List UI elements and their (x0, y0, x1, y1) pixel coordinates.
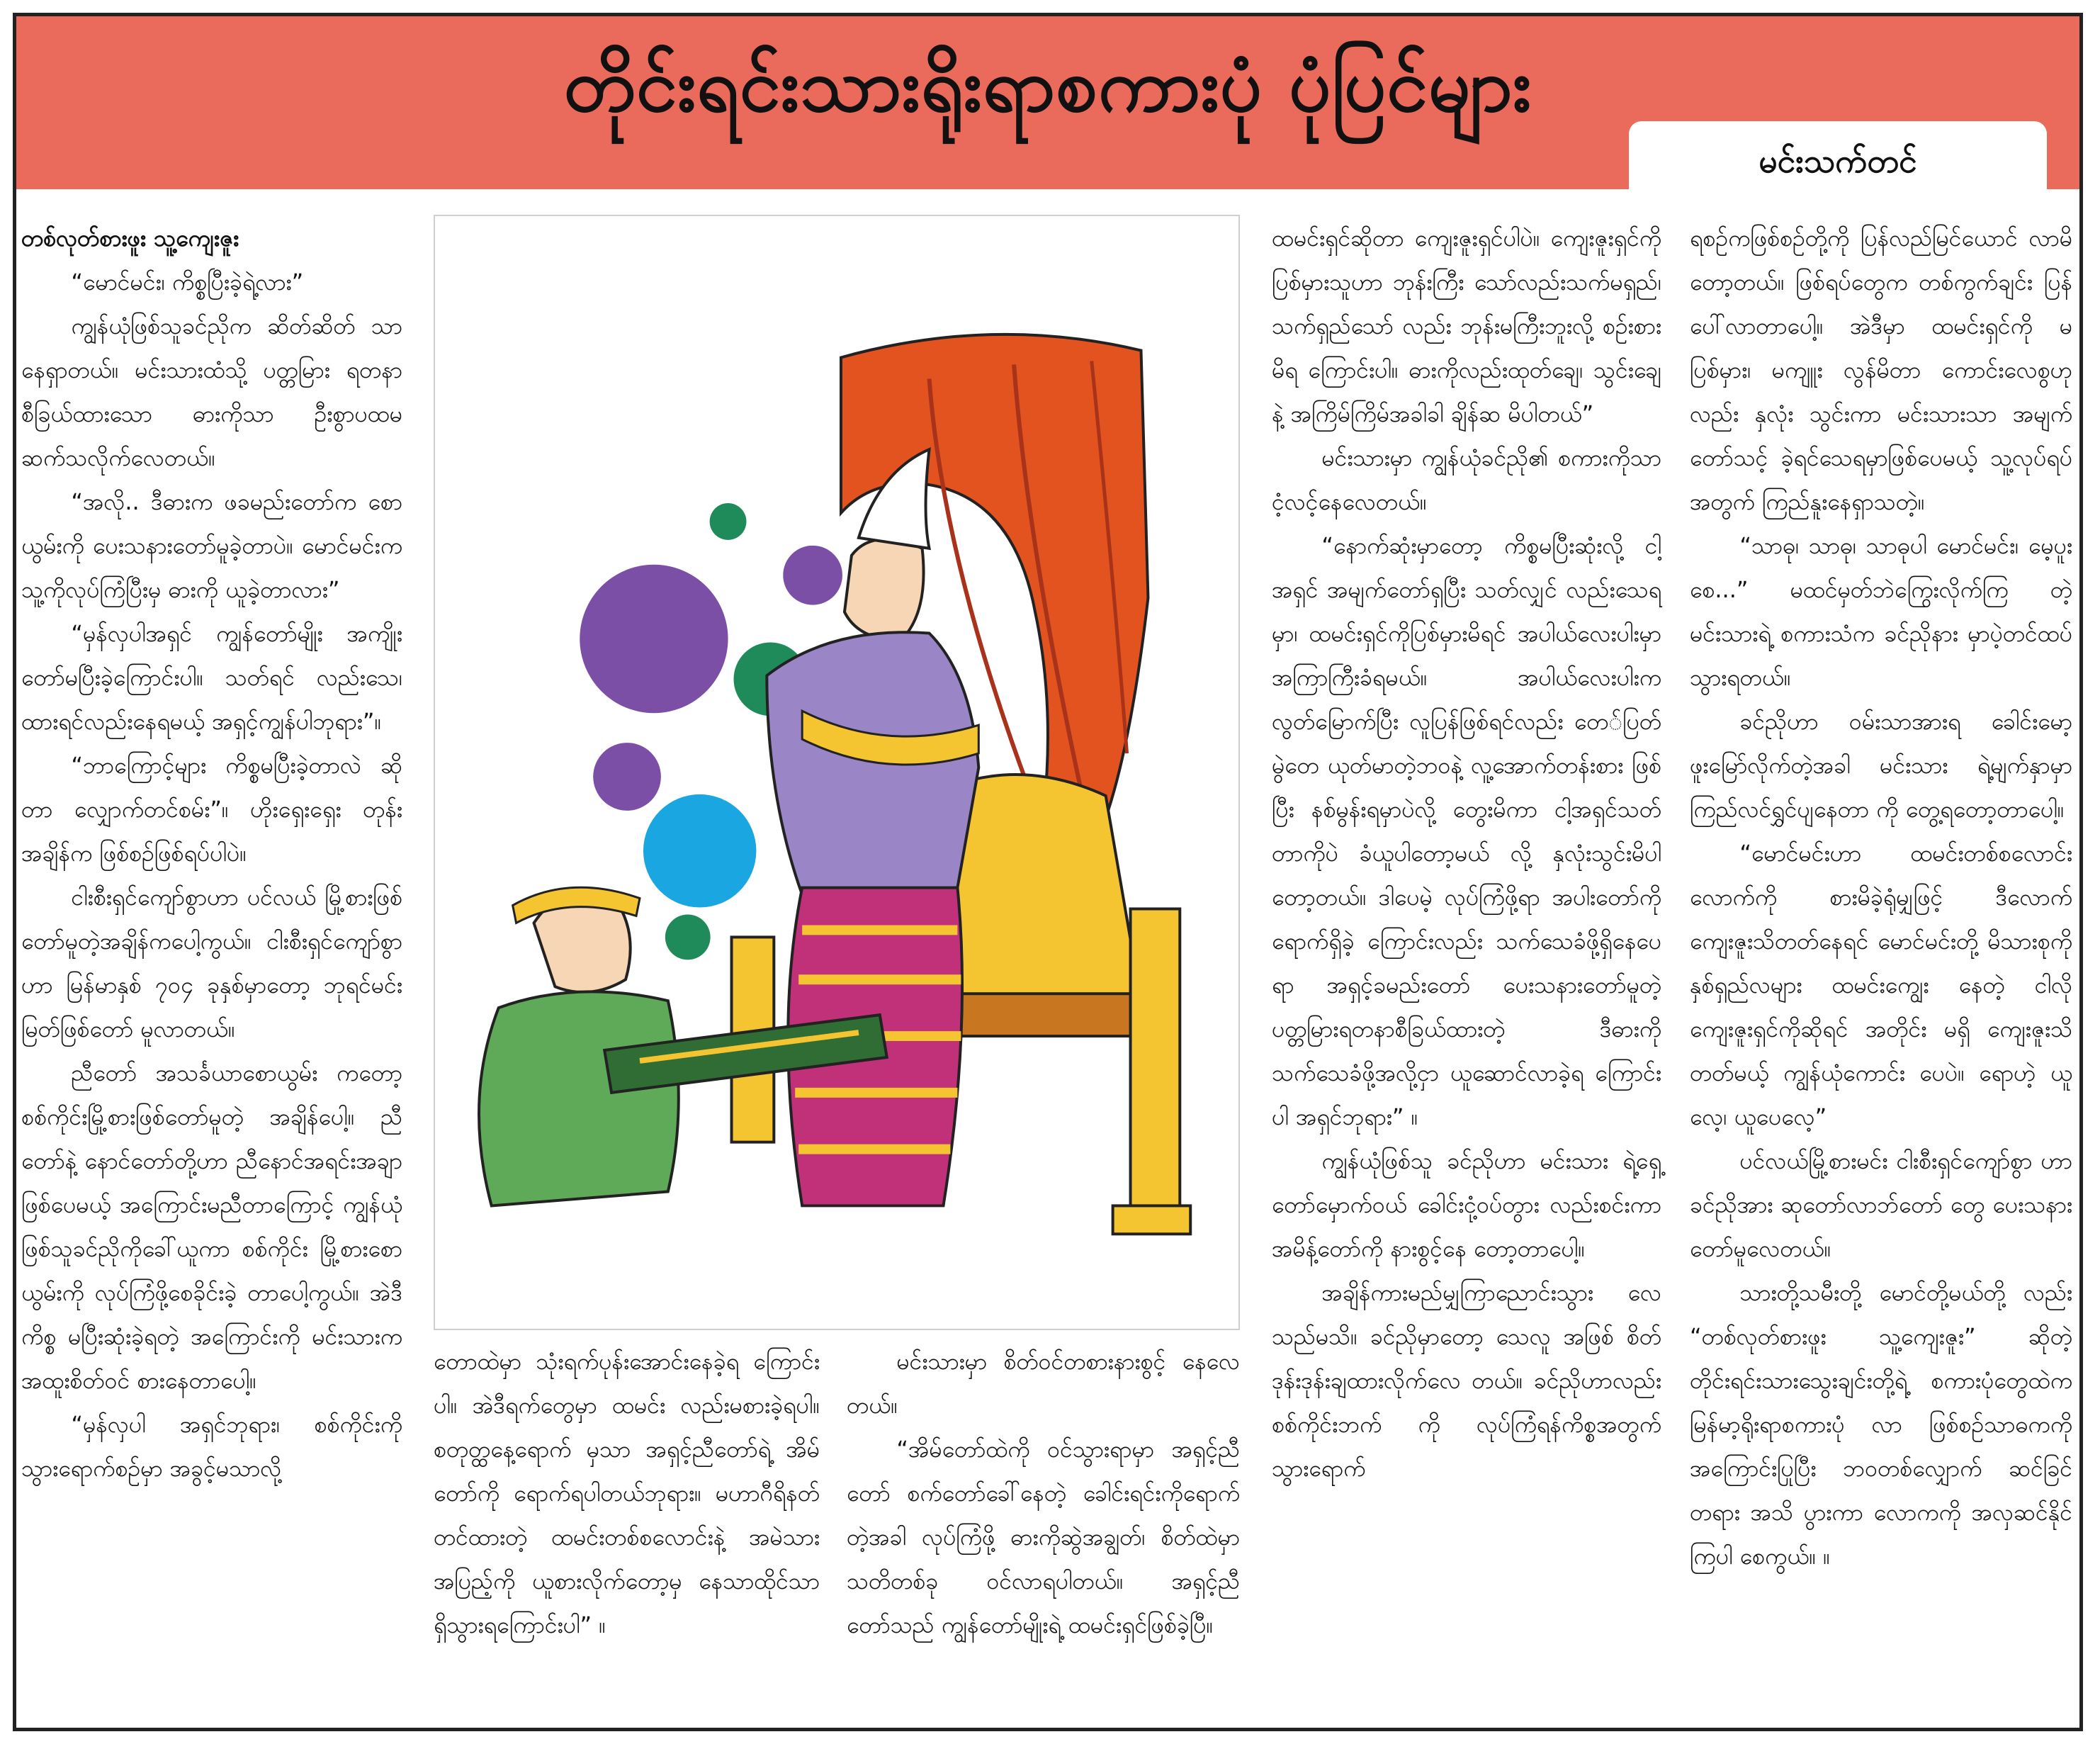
paragraph: “သာဓု၊ သာဓု၊ သာဓုပါ မောင်မင်း၊ မေ့ပူးစေ...” မထင်မှတ်ဘဲကြွေးလိုက်ကြ တဲ့ မင်းသားရဲ့ စကားသံက ခင်ညိုနား မှာပဲ့တင်ထပ်သွားရတယ်။ (1690, 532, 2072, 691)
decor-circle (783, 546, 842, 605)
paragraph: တောထဲမှာ သုံးရက်ပုန်းအောင်းနေခဲ့ရ ကြောင်းပါ။ အဲဒီရက်တွေမှာ ထမင်း လည်းမစားခဲ့ရပါ။ စတုတ္ထနေ့ရောက် မှသာ အရှင့်ညီတော်ရဲ့ အိမ်တော်ကို ရောက်ရပါတယ်ဘုရား။ မဟာဂီရိနတ် တင်ထားတဲ့ ထမင်းတစ်စလောင်းနဲ့ အမဲသားအပြည့်ကို ယူစားလိုက်တော့မှ နေသာထိုင်သာ ရှိသွားရကြောင်းပါ” ။ (434, 1348, 820, 1638)
decor-circle (593, 743, 661, 811)
paragraph: “မောင်မင်းဟာ ထမင်းတစ်စလောင်း လောက်ကို စားမိခဲ့ရုံမျှဖြင့် ဒီလောက် ကျေးဇူးသိတတ်နေရင် မောင်မင်းတို့ မိသားစုကို နှစ်ရှည်လများ ထမင်းကျွေး နေတဲ့ ငါလိုကျေးဇူးရှင်ကိုဆိုရင် အတိုင်း မရှိ ကျေးဇူးသိတတ်မယ့် ကျွန်ယုံကောင်း ပေပဲ။ ရောဟဲ့ ယူလေ့၊ ယူပေလေ့” (1690, 840, 2072, 1130)
paragraph: “အလို.. ဒီဓားက ဖခမည်းတော်က စောယွမ်းကို ပေးသနားတော်မူခဲ့တာပဲ။ မောင်မင်းက သူ့ကိုလုပ်ကြံပြီးမှ ဓားကို ယူခဲ့တာလား” (21, 488, 402, 603)
paragraph: ထမင်းရှင်ဆိုတာ ကျေးဇူးရှင်ပါပဲ။ ကျေးဇူးရှင်ကိုပြစ်မှားသူဟာ ဘုန်းကြီး သော်လည်းသက်မရှည်၊ သက်ရှည်သော် လည်း ဘုန်းမကြီးဘူးလို့ စဉ်းစားမိရ ကြောင်းပါ။ ဓားကိုလည်းထုတ်ချေ၊ သွင်းချေနဲ့ အကြိမ်ကြိမ်အခါခါ ချိန်ဆ မိပါတယ်” (1272, 225, 1661, 427)
article-title: တိုင်းရင်းသားရိုးရာစကားပုံ ပုံပြင်များ (563, 42, 1532, 128)
paragraph: ငါးစီးရှင်ကျော်စွာဟာ ပင်လယ် မြို့စားဖြစ်တော်မူတဲ့အချိန်ကပေါ့ကွယ်။ ငါးစီးရှင်ကျော်စွာဟာ မြန်မာနှစ် ၇၀၄ ခုနှစ်မှာတော့ ဘုရင်မင်းမြတ်ဖြစ်တော် မူလာတယ်။ (21, 884, 402, 1042)
paragraph: “နောက်ဆုံးမှာတော့ ကိစ္စမပြီးဆုံးလို့ ငါ့အရှင် အမျက်တော်ရှပြီး သတ်လျှင် လည်းသေရမှာ၊ ထမင်းရှင်ကိုပြစ်မှားမိရင် အပါယ်လေးပါးမှာ အကြာကြီးခံရမယ်။ အပါယ်လေးပါးက လွတ်မြောက်ပြီး လူပြန်ဖြစ်ရင်လည်း တေ်ပြတ်မွဲတေ ယုတ်မာတဲ့ဘဝနဲ့ လူ့အောက်တန်းစား ဖြစ်ပြီး နစ်မွန်းရမှာပဲလို့ တွေးမိကာ ငါ့အရှင်သတ်တာကိုပဲ ခံယူပါတော့မယ် လို့ နှလုံးသွင်းမိပါတော့တယ်။ ဒါပေမဲ့ လုပ်ကြံဖို့ရာ အပါးတော်ကို ရောက်ရှိခဲ့ ကြောင်းလည်း သက်သေခံဖို့ရှိနေပေရာ အရှင့်ခမည်းတော် ပေးသနားတော်မူတဲ့ ပတ္တမြားရတနာစီခြယ်ထားတဲ့ ဒီဓားကို သက်သေခံဖို့အလို့ငှာ ယူဆောင်လာခဲ့ရ ကြောင်းပါ အရှင်ဘုရား” ။ (1272, 532, 1661, 1130)
title-banner (16, 16, 2079, 189)
paragraph: ညီတော် အသင်္ခယာစောယွမ်း ကတော့ စစ်ကိုင်းမြို့စားဖြစ်တော်မူတဲ့ အချိန်ပေါ့။ ညီတော်နဲ့ နောင်တော်တို့ဟာ ညီနောင်အရင်းအချာ ဖြစ်ပေမယ့် အကြောင်းမညီတာကြောင့် ကျွန်ယုံ ဖြစ်သူခင်ညိုကိုခေါ်ယူကာ စစ်ကိုင်း မြို့စားစောယွမ်းကို လုပ်ကြံဖို့စေခိုင်းခဲ့ တာပေါ့ကွယ်။ အဲဒီကိစ္စ မပြီးဆုံးခဲ့ရတဲ့ အကြောင်းကို မင်းသားက အထူးစိတ်ဝင် စားနေတာပေါ့။ (21, 1059, 402, 1394)
paragraph: “မှန်လှပါအရှင် ကျွန်တော်မျိုး အကျိုးတော်မပြီးခဲ့ကြောင်းပါ။ သတ်ရင် လည်းသေ၊ ထားရင်လည်းနေရမယ့် အရှင့်ကျွန်ပါဘုရား”။ (21, 620, 402, 735)
paragraph: “မောင်မင်း၊ ကိစ္စပြီးခဲ့ရဲ့လား” (71, 269, 304, 296)
paragraph: အချိန်ကားမည်မျှကြာညောင်းသွား လေသည်မသိ။ ခင်ညိုမှာတော့ သေလူ အဖြစ် စိတ်ဒုန်းဒုန်းချထားလိုက်လေ တယ်။ ခင်ညိုဟာလည်း စစ်ကိုင်းဘက် ကို လုပ်ကြံရန်ကိစ္စအတွက် သွားရောက် (1272, 1279, 1661, 1482)
text-column-4 (1272, 216, 1661, 1722)
paragraph: ကျွန်ယုံဖြစ်သူ ခင်ညိုဟာ မင်းသား ရဲ့ရှေ့တော်မှောက်ဝယ် ခေါင်းငုံ့ဝပ်တွား လည်းစင်းကာ အမိန့်တော်ကို နားစွင့်နေ တော့တာပေါ့။ (1272, 1147, 1661, 1262)
decor-circle (710, 503, 747, 540)
paragraph: မင်းသားမှာ စိတ်ဝင်တစားနားစွင့် နေလေတယ်။ (847, 1348, 1240, 1419)
paragraph: သားတို့သမီးတို့ မောင်တို့မယ်တို့ လည်း “တစ်လုတ်စားဖူး သူ့ကျေးဇူး” ဆိုတဲ့ တိုင်းရင်းသားသွေးချင်းတို့ရဲ့ စကားပုံတွေထဲက မြန်မာ့ရိုးရာစကားပုံ လာ ဖြစ်စဉ်သာဓကကို အကြောင်းပြုပြီး ဘဝတစ်လျှောက် ဆင်ခြင်တရား အသိ ပွားကာ လောကကို အလှဆင်နိုင်ကြပါ စေကွယ်။ ။ (1690, 1279, 2072, 1570)
paragraph: ကျွန်ယုံဖြစ်သူခင်ညိုက ဆိတ်ဆိတ် သာနေရှာတယ်။ မင်းသားထံသို့ ပတ္တမြား ရတနာစီခြယ်ထားသော ဓားကိုသာ ဦးစွာပထမ ဆက်သလိုက်လေတယ်။ (21, 313, 402, 471)
author-badge: မင်းသက်တင် (1629, 121, 2047, 201)
prince-and-servant-drawing (435, 216, 1238, 1329)
paragraph: ပင်လယ်မြို့စားမင်း ငါးစီးရှင်ကျော်စွာ ဟာ ခင်ညိုအား ဆုတော်လာဘ်တော် တွေ ပေးသနားတော်မူလေတယ်။ (1690, 1147, 2072, 1262)
decor-circle (580, 565, 728, 713)
paragraph: “အိမ်တော်ထဲကို ဝင်သွားရာမှာ အရှင့်ညီတော် စက်တော်ခေါ်နေတဲ့ ခေါင်းရင်းကိုရောက်တဲ့အခါ လုပ်ကြံဖို့ ဓားကိုဆွဲအချွတ်၊ စိတ်ထဲမှာ သတိတစ်ခု ဝင်လာရပါတယ်။ အရှင့်ညီတော်သည် ကျွန်တော်မျိုးရဲ့ ထမင်းရှင်ဖြစ်ခဲ့ပြီ။ (847, 1436, 1240, 1638)
decor-circle (665, 914, 711, 960)
paragraph: “ဘာကြောင့်များ ကိစ္စမပြီးခဲ့တာလဲ ဆိုတာ လျှောက်တင်စမ်း”။ ဟိုးရှေးရှေး တုန်းအချိန်က ဖြစ်စဉ်ဖြစ်ရပ်ပါပဲ။ (21, 752, 402, 867)
paragraph: ခင်ညိုဟာ ဝမ်းသာအားရ ခေါင်းမော့ဖူးမြော်လိုက်တဲ့အခါ မင်းသား ရဲ့မျက်နှာမှာ ကြည်လင်ရွှင်ပျနေတာ ကို တွေ့ရတော့တာပေါ့။ (1690, 708, 2072, 823)
paragraph: မင်းသားမှာ ကျွန်ယုံခင်ညို၏ စကားကိုသာ ငံ့လင့်နေလေတယ်။ (1272, 444, 1661, 515)
decor-circle (643, 794, 756, 908)
story-heading: တစ်လုတ်စားဖူး သူ့ကျေးဇူး (21, 225, 239, 252)
text-column-2 (434, 1339, 820, 1722)
text-column-5 (1690, 216, 2072, 1722)
paragraph: “မှန်လှပါ အရှင်ဘုရား၊ စစ်ကိုင်းကို သွားရောက်စဉ်မှာ အခွင့်မသာလို့ (21, 1411, 402, 1482)
text-column-3 (847, 1339, 1240, 1722)
paragraph: ရစဉ်ကဖြစ်စဉ်တို့ကို ပြန်လည်မြင်ယောင် လာမိတော့တယ်။ ဖြစ်ရပ်တွေက တစ်ကွက်ချင်း ပြန်ပေါ်လာတာပေါ့။ အဲဒီမှာ ထမင်းရှင်ကို မပြစ်မှား၊ မကျူး လွန်မိတာ ကောင်းလေစွဟုလည်း နှလုံး သွင်းကာ မင်းသားသာ အမျက်တော်သင့် ခဲ့ရင်သေရမှာဖြစ်ပေမယ့် သူ့လုပ်ရပ် အတွက် ကြည်နူးနေရှာသတဲ့။ (1690, 225, 2072, 515)
story-illustration (434, 215, 1240, 1330)
text-column-1 (21, 216, 402, 1722)
